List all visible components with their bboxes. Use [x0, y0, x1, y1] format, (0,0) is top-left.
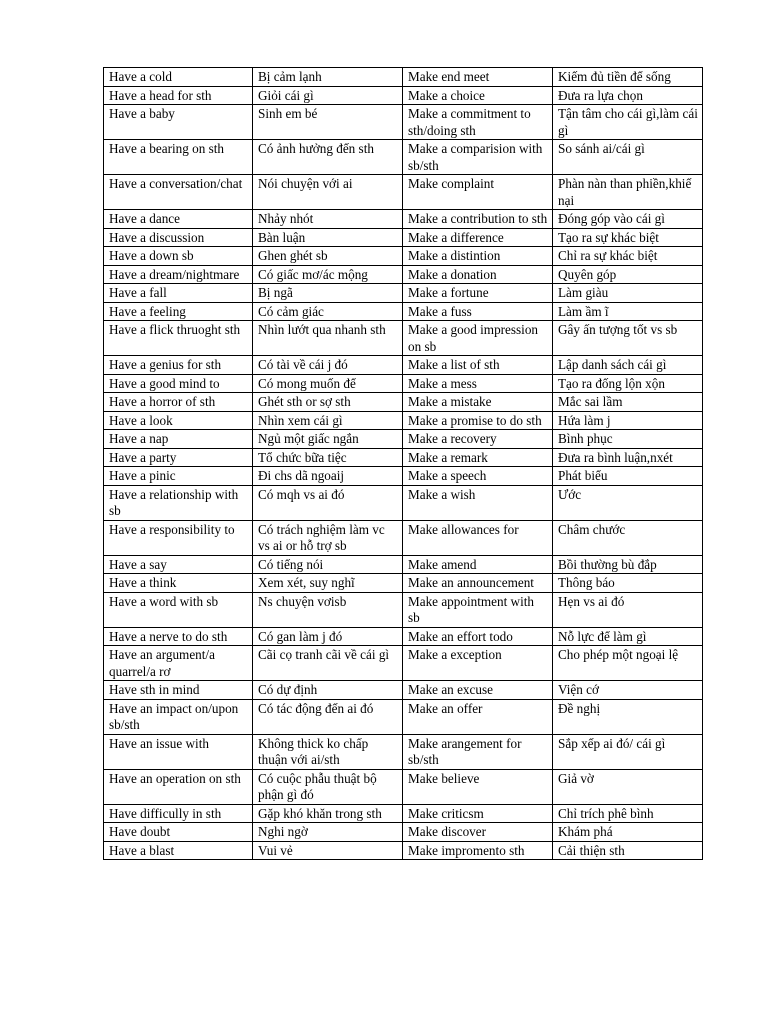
have-phrase-cell: Have a fall [104, 284, 253, 303]
have-meaning-cell: Có tài về cái j đó [253, 356, 403, 375]
make-phrase-cell: Make a choice [403, 86, 553, 105]
have-phrase-cell: Have a party [104, 448, 253, 467]
have-phrase-cell: Have a nerve to do sth [104, 627, 253, 646]
have-meaning-cell: Có trách nghiệm làm vc vs ai or hỗ trợ sb [253, 520, 403, 555]
have-meaning-cell: Ghét sth or sợ sth [253, 393, 403, 412]
table-row [104, 574, 703, 593]
have-phrase-cell: Have a baby [104, 105, 253, 140]
make-phrase-cell: Make a mess [403, 374, 553, 393]
make-meaning-cell: Cải thiện sth [553, 841, 703, 860]
make-phrase-cell: Make a list of sth [403, 356, 553, 375]
have-meaning-cell: Ns chuyện vơisb [253, 592, 403, 627]
make-phrase-cell: Make an offer [403, 699, 553, 734]
make-meaning-cell: Nỗ lực để làm gì [553, 627, 703, 646]
have-meaning-cell: Vui vẻ [253, 841, 403, 860]
make-meaning-cell: Viện cớ [553, 681, 703, 700]
have-phrase-cell: Have a blast [104, 841, 253, 860]
table-row [104, 393, 703, 412]
have-meaning-cell: Xem xét, suy nghĩ [253, 574, 403, 593]
table-row [104, 467, 703, 486]
have-meaning-cell: Không thick ko chấp thuận với ai/sth [253, 734, 403, 769]
have-meaning-cell: Có tiếng nói [253, 555, 403, 574]
have-meaning-cell: Có dự định [253, 681, 403, 700]
make-meaning-cell: Khám phá [553, 823, 703, 842]
have-phrase-cell: Have doubt [104, 823, 253, 842]
have-meaning-cell: Sinh em bé [253, 105, 403, 140]
have-meaning-cell: Bị cảm lạnh [253, 68, 403, 87]
have-phrase-cell: Have an argument/a quarrel/a rơ [104, 646, 253, 681]
make-phrase-cell: Make arangement for sb/sth [403, 734, 553, 769]
have-phrase-cell: Have a feeling [104, 302, 253, 321]
vocabulary-table-body [104, 68, 703, 860]
make-meaning-cell: Đề nghị [553, 699, 703, 734]
make-phrase-cell: Make a promise to do sth [403, 411, 553, 430]
make-phrase-cell: Make a donation [403, 265, 553, 284]
table-row [104, 734, 703, 769]
make-phrase-cell: Make believe [403, 769, 553, 804]
make-phrase-cell: Make an announcement [403, 574, 553, 593]
make-meaning-cell: Cho phép một ngoại lệ [553, 646, 703, 681]
make-phrase-cell: Make a exception [403, 646, 553, 681]
have-phrase-cell: Have a pinic [104, 467, 253, 486]
make-meaning-cell: Chỉ trích phê bình [553, 804, 703, 823]
make-meaning-cell: Bồi thường bù đắp [553, 555, 703, 574]
table-row [104, 265, 703, 284]
make-meaning-cell: Bình phục [553, 430, 703, 449]
table-row [104, 374, 703, 393]
table-row [104, 228, 703, 247]
have-meaning-cell: Ghen ghét sb [253, 247, 403, 266]
have-meaning-cell: Giỏi cái gì [253, 86, 403, 105]
have-meaning-cell: Nhìn xem cái gì [253, 411, 403, 430]
make-phrase-cell: Make a difference [403, 228, 553, 247]
have-phrase-cell: Have a dance [104, 210, 253, 229]
table-row [104, 804, 703, 823]
make-phrase-cell: Make a distintion [403, 247, 553, 266]
have-phrase-cell: Have sth in mind [104, 681, 253, 700]
table-row [104, 699, 703, 734]
make-meaning-cell: Làm ầm ĩ [553, 302, 703, 321]
make-meaning-cell: Đưa ra lựa chọn [553, 86, 703, 105]
table-row [104, 627, 703, 646]
make-phrase-cell: Make a remark [403, 448, 553, 467]
table-row [104, 247, 703, 266]
have-phrase-cell: Have a nap [104, 430, 253, 449]
have-meaning-cell: Có mong muốn để [253, 374, 403, 393]
have-meaning-cell: Có cảm giác [253, 302, 403, 321]
table-row [104, 411, 703, 430]
table-row [104, 210, 703, 229]
table-row [104, 321, 703, 356]
have-meaning-cell: Đi chs dã ngoaij [253, 467, 403, 486]
table-row [104, 520, 703, 555]
table-row [104, 175, 703, 210]
make-meaning-cell: Mắc sai lầm [553, 393, 703, 412]
have-meaning-cell: Có gan làm j đó [253, 627, 403, 646]
make-meaning-cell: Sắp xếp ai đó/ cái gì [553, 734, 703, 769]
table-row [104, 302, 703, 321]
make-meaning-cell: Châm chước [553, 520, 703, 555]
make-phrase-cell: Make allowances for [403, 520, 553, 555]
have-meaning-cell: Ngủ một giấc ngắn [253, 430, 403, 449]
have-meaning-cell: Nhảy nhót [253, 210, 403, 229]
table-row [104, 284, 703, 303]
make-meaning-cell: So sánh ai/cái gì [553, 140, 703, 175]
have-phrase-cell: Have an impact on/upon sb/sth [104, 699, 253, 734]
table-row [104, 681, 703, 700]
table-row [104, 86, 703, 105]
have-phrase-cell: Have a word with sb [104, 592, 253, 627]
have-phrase-cell: Have a relationship with sb [104, 485, 253, 520]
have-meaning-cell: Cãi cọ tranh cãi về cái gì [253, 646, 403, 681]
make-phrase-cell: Make a contribution to sth [403, 210, 553, 229]
have-meaning-cell: Nhìn lướt qua nhanh sth [253, 321, 403, 356]
have-phrase-cell: Have a bearing on sth [104, 140, 253, 175]
table-row [104, 769, 703, 804]
make-meaning-cell: Quyên góp [553, 265, 703, 284]
make-meaning-cell: Thông báo [553, 574, 703, 593]
make-meaning-cell: Ước [553, 485, 703, 520]
make-phrase-cell: Make impromento sth [403, 841, 553, 860]
make-phrase-cell: Make a commitment to sth/doing sth [403, 105, 553, 140]
make-meaning-cell: Gây ấn tượng tốt vs sb [553, 321, 703, 356]
have-meaning-cell: Nói chuyện với ai [253, 175, 403, 210]
make-phrase-cell: Make a speech [403, 467, 553, 486]
make-phrase-cell: Make complaint [403, 175, 553, 210]
table-row [104, 485, 703, 520]
make-phrase-cell: Make a fortune [403, 284, 553, 303]
make-meaning-cell: Tận tâm cho cái gì,làm cái gì [553, 105, 703, 140]
have-meaning-cell: Có cuộc phẫu thuật bộ phận gì đó [253, 769, 403, 804]
table-row [104, 646, 703, 681]
make-meaning-cell: Tạo ra đống lộn xộn [553, 374, 703, 393]
have-phrase-cell: Have an operation on sth [104, 769, 253, 804]
have-meaning-cell: Gặp khó khăn trong sth [253, 804, 403, 823]
make-meaning-cell: Tạo ra sự khác biệt [553, 228, 703, 247]
make-phrase-cell: Make an effort todo [403, 627, 553, 646]
make-phrase-cell: Make end meet [403, 68, 553, 87]
make-phrase-cell: Make a comparision with sb/sth [403, 140, 553, 175]
make-phrase-cell: Make a good impression on sb [403, 321, 553, 356]
have-phrase-cell: Have a good mind to [104, 374, 253, 393]
have-meaning-cell: Có tác động đến ai đó [253, 699, 403, 734]
table-row [104, 430, 703, 449]
vocabulary-table [103, 67, 703, 860]
have-meaning-cell: Nghi ngờ [253, 823, 403, 842]
have-phrase-cell: Have difficully in sth [104, 804, 253, 823]
table-row [104, 592, 703, 627]
make-meaning-cell: Phàn nàn than phiền,khiế nại [553, 175, 703, 210]
have-phrase-cell: Have a genius for sth [104, 356, 253, 375]
have-meaning-cell: Có ảnh hưởng đến sth [253, 140, 403, 175]
table-row [104, 356, 703, 375]
table-row [104, 448, 703, 467]
have-phrase-cell: Have a cold [104, 68, 253, 87]
have-phrase-cell: Have a flick thruoght sth [104, 321, 253, 356]
make-phrase-cell: Make amend [403, 555, 553, 574]
table-row [104, 841, 703, 860]
have-phrase-cell: Have a horror of sth [104, 393, 253, 412]
make-meaning-cell: Hứa làm j [553, 411, 703, 430]
make-meaning-cell: Hẹn vs ai đó [553, 592, 703, 627]
have-phrase-cell: Have a discussion [104, 228, 253, 247]
make-phrase-cell: Make a fuss [403, 302, 553, 321]
have-phrase-cell: Have a dream/nightmare [104, 265, 253, 284]
have-phrase-cell: Have a conversation/chat [104, 175, 253, 210]
make-phrase-cell: Make a wish [403, 485, 553, 520]
make-meaning-cell: Kiếm đủ tiền để sống [553, 68, 703, 87]
have-meaning-cell: Bị ngã [253, 284, 403, 303]
make-meaning-cell: Phát biểu [553, 467, 703, 486]
have-phrase-cell: Have a head for sth [104, 86, 253, 105]
make-meaning-cell: Đưa ra bình luận,nxét [553, 448, 703, 467]
have-meaning-cell: Tổ chức bữa tiệc [253, 448, 403, 467]
have-meaning-cell: Bàn luận [253, 228, 403, 247]
make-meaning-cell: Lập danh sách cái gì [553, 356, 703, 375]
have-phrase-cell: Have a down sb [104, 247, 253, 266]
table-row [104, 68, 703, 87]
have-phrase-cell: Have a responsibility to [104, 520, 253, 555]
table-row [104, 105, 703, 140]
make-phrase-cell: Make appointment with sb [403, 592, 553, 627]
table-row [104, 140, 703, 175]
make-meaning-cell: Đóng góp vào cái gì [553, 210, 703, 229]
make-phrase-cell: Make an excuse [403, 681, 553, 700]
have-meaning-cell: Có mqh vs ai đó [253, 485, 403, 520]
have-phrase-cell: Have a think [104, 574, 253, 593]
make-phrase-cell: Make a mistake [403, 393, 553, 412]
table-row [104, 555, 703, 574]
table-row [104, 823, 703, 842]
have-phrase-cell: Have a say [104, 555, 253, 574]
make-meaning-cell: Chỉ ra sự khác biệt [553, 247, 703, 266]
have-phrase-cell: Have an issue with [104, 734, 253, 769]
make-phrase-cell: Make a recovery [403, 430, 553, 449]
have-meaning-cell: Có giấc mơ/ác mộng [253, 265, 403, 284]
make-meaning-cell: Làm giàu [553, 284, 703, 303]
make-meaning-cell: Giả vờ [553, 769, 703, 804]
make-phrase-cell: Make criticsm [403, 804, 553, 823]
have-phrase-cell: Have a look [104, 411, 253, 430]
make-phrase-cell: Make discover [403, 823, 553, 842]
